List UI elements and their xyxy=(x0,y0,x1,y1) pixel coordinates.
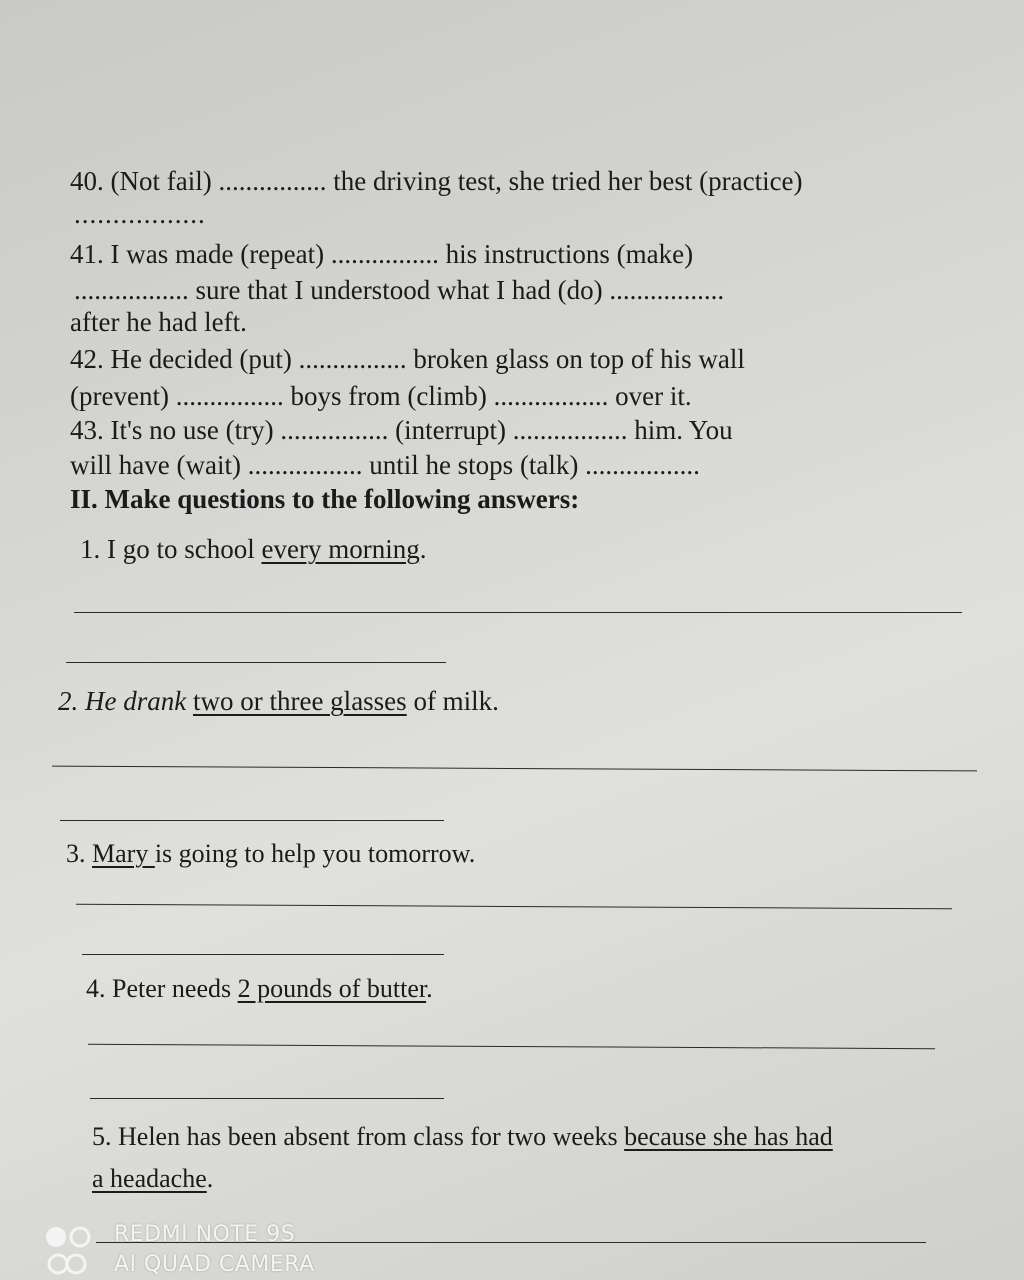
answer-line-3a[interactable] xyxy=(76,904,952,910)
question-1-underlined: every morning xyxy=(261,534,420,564)
question-4-suffix: . xyxy=(426,974,433,1003)
camera-logo-icon xyxy=(44,1222,96,1278)
question-4 xyxy=(86,973,433,1005)
question-5-underlined: because she has had xyxy=(624,1122,833,1151)
question-3-underlined: Mary xyxy=(92,839,155,868)
item-40-line1: 40. (Not fail) ................ the driving test, she tried her best (practice) xyxy=(70,166,803,196)
question-1-prefix: 1. I go to school xyxy=(80,534,262,564)
question-2-suffix: of milk. xyxy=(406,686,499,716)
question-5-prefix: 5. Helen has been absent from class for two weeks xyxy=(92,1122,625,1151)
watermark-line1: REDMI NOTE 9S xyxy=(114,1222,296,1247)
watermark-line2: AI QUAD CAMERA xyxy=(114,1252,315,1277)
answer-line-2a[interactable] xyxy=(52,766,977,772)
question-3-prefix: 3. xyxy=(66,839,92,868)
question-5-underlined-cont: a headache xyxy=(92,1164,207,1193)
answer-line-1a[interactable] xyxy=(74,612,962,613)
item-42-line2: (prevent) ................ boys from (climb) ................. over it. xyxy=(70,381,692,411)
answer-line-4a[interactable] xyxy=(88,1044,935,1049)
item-43-line1: 43. It's no use (try) ................ (interrupt) ................. him. You xyxy=(70,415,733,445)
answer-line-2b[interactable] xyxy=(60,820,444,821)
item-41-line2: ................. sure that I understood what I had (do) ................. xyxy=(74,275,725,305)
question-5-line1 xyxy=(92,1121,833,1153)
question-2 xyxy=(58,685,499,717)
answer-line-3b[interactable] xyxy=(82,954,444,955)
answer-line-1b[interactable] xyxy=(66,662,446,663)
question-2-prefix: 2. He drank xyxy=(58,686,193,716)
question-1-suffix: . xyxy=(419,534,427,564)
question-3-suffix: is going to help you tomorrow. xyxy=(154,839,476,868)
item-40-line2: ................. xyxy=(74,199,206,229)
question-1 xyxy=(80,533,426,565)
question-4-underlined: 2 pounds of butter xyxy=(237,974,427,1003)
question-5-suffix: . xyxy=(206,1164,214,1193)
answer-line-4b[interactable] xyxy=(90,1098,444,1099)
question-5-line2 xyxy=(92,1163,213,1195)
question-4-prefix: 4. Peter needs xyxy=(86,974,238,1003)
question-3 xyxy=(66,838,475,870)
item-41-line1: 41. I was made (repeat) ................ his instructions (make) xyxy=(70,239,694,269)
item-43-line2: will have (wait) ................. until he stops (talk) ................. xyxy=(70,450,700,480)
item-42-line1: 42. He decided (put) ................ broken glass on top of his wall xyxy=(70,344,745,374)
camera-watermark xyxy=(0,1220,360,1280)
question-2-underlined: two or three glasses xyxy=(192,686,407,716)
item-41-line3: after he had left. xyxy=(70,307,247,337)
section2-heading: II. Make questions to the following answers: xyxy=(70,484,580,514)
